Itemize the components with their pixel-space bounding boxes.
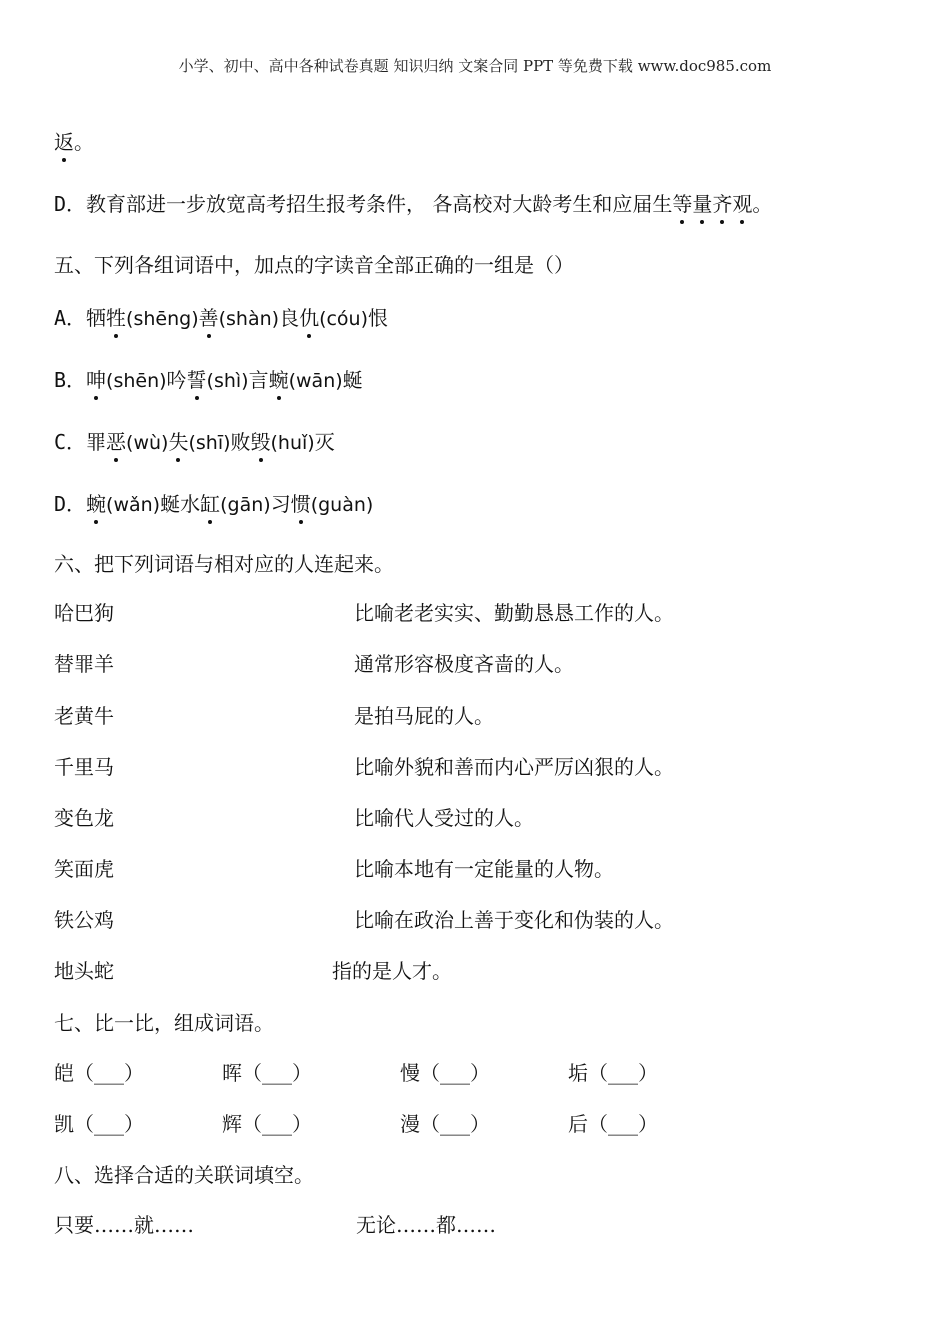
question-8-title: 八、选择合适的关联词填空。 [54,1163,314,1187]
question-6-title: 六、把下列词语与相对应的人连起来。 [54,552,394,576]
question-7-title: 七、比一比，组成词语。 [54,1011,274,1035]
match-row: 地头蛇 指的是人才。 [54,959,452,983]
continued-text: 返。 [54,130,94,154]
page-header: 小学、初中、高中各种试卷真题 知识归纳 文案合同 PPT 等免费下载 www.doc985.com [178,57,772,75]
option-d-previous: D．教育部进一步放宽高考招生报考条件， 各高校对大龄考生和应届生等量齐观。 [54,192,773,216]
compare-row-2: 凯（___） 辉（___） 漫（___） 后（___） [54,1112,658,1136]
q5-option-b: B．呻(shēn)吟誓(shì)言蜿(wān)蜒 [54,368,363,392]
match-row: 替罪羊 通常形容极度吝啬的人。 [54,652,574,676]
match-row: 铁公鸡 比喻在政治上善于变化和伪装的人。 [54,908,674,932]
match-row: 变色龙 比喻代人受过的人。 [54,806,534,830]
compare-row-1: 皑（___） 晖（___） 慢（___） 垢（___） [54,1061,658,1085]
dotted-char: 返 [54,130,74,154]
q5-option-c: C．罪恶(wù)失(shī)败毁(huǐ)灭 [54,430,335,454]
match-row: 哈巴狗 比喻老老实实、勤勤恳恳工作的人。 [54,601,674,625]
conjunction-options: 只要……就…… 无论……都…… [54,1213,496,1237]
q5-option-a: A．牺牲(shēng)善(shàn)良仇(cóu)恨 [54,306,389,330]
q5-option-d: D．蜿(wǎn)蜒水缸(gān)习惯(guàn) [54,492,374,516]
match-row: 千里马 比喻外貌和善而内心严厉凶狠的人。 [54,755,674,779]
question-5-title: 五、下列各组词语中，加点的字读音全部正确的一组是（） [54,253,574,277]
match-row: 老黄牛 是拍马屁的人。 [54,704,494,728]
match-row: 笑面虎 比喻本地有一定能量的人物。 [54,857,614,881]
